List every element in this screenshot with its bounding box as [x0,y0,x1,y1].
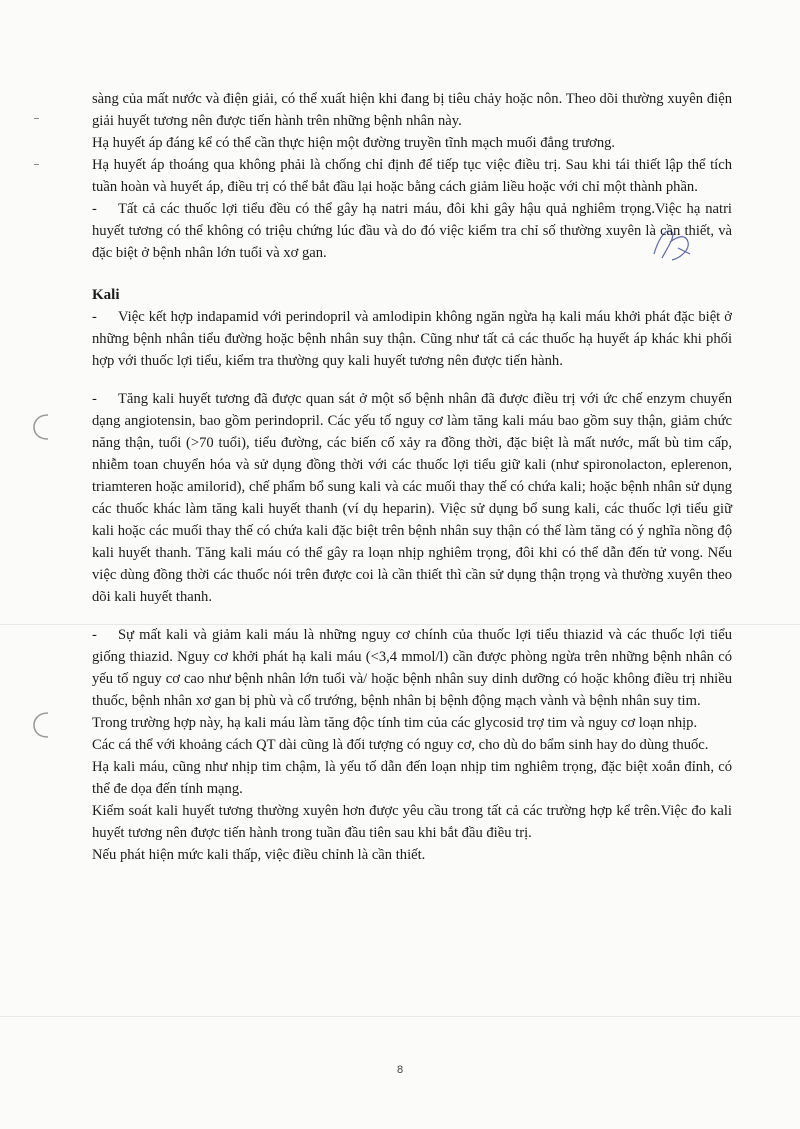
paragraph-electrolyte-monitoring: sàng của mất nước và điện giải, có thể xuất hiện khi đang bị tiêu chảy hoặc nôn. Theo dõi thường xuyên điện giải huyết tương nên được tiến hành trên những bệnh nhân này. [92,91,732,129]
paragraph-arrhythmia-risk: Hạ kali máu, cũng như nhịp tim chậm, là yếu tố dẫn đến loạn nhịp tim nghiêm trọng, đặc biệt xoắn đỉnh, có thể đe dọa đến tính mạng. [92,759,732,797]
punch-hole-mark [30,710,54,740]
bullet-marker: - [92,627,97,643]
bullet-hypokalemia-combination [92,306,732,372]
bullet-text: Việc kết hợp indapamid với perindopril và amlodipin không ngăn ngừa hạ kali máu khởi phát đặc biệt ở những bệnh nhân tiểu đường hoặc bệnh nhân suy thận. Cũng như tất cả các thuốc hạ huyết áp khác khi phối hợp với thuốc lợi tiểu, kiểm tra thường quy kali huyết tương nên được tiến hành. [92,309,732,369]
section-heading-kali: Kali [92,287,120,303]
bullet-text: Tất cả các thuốc lợi tiểu đều có thể gây hạ natri máu, đôi khi gây hậu quả nghiêm trọng.Việc hạ natri huyết tương có thể không có triệu chứng lúc đầu và do đó việc kiểm tra chỉ số thường xuyên là cần thiết, và đặc biệt ở bệnh nhân lớn tuổi và xơ gan. [92,201,732,261]
bullet-hyperkalemia [92,388,732,608]
bullet-marker: - [92,201,97,217]
scan-line [0,1016,800,1017]
page-number: 8 [396,1064,404,1076]
bullet-text: Sự mất kali và giảm kali máu là những nguy cơ chính của thuốc lợi tiểu thiazid và các thuốc lợi tiểu giống thiazid. Nguy cơ khởi phát hạ kali máu (<3,4 mmol/l) cần được phòng ngừa trên những bệnh nhân có yếu tố nguy cơ cao như bệnh nhân lớn tuổi và/ hoặc bệnh nhân suy dinh dưỡng có hoặc không điều trị nhiều thuốc, bệnh nhân xơ gan bị phù và cổ trướng, bệnh nhân bị bệnh động mạch vành và bệnh nhân suy tim. [92,627,732,709]
paragraph-cardiac-toxicity: Trong trường hợp này, hạ kali máu làm tăng độc tính tim của các glycosid trợ tim và nguy cơ loạn nhịp. [92,715,698,731]
paragraph-hypotension-infusion: Hạ huyết áp đáng kể có thể cần thực hiện một đường truyền tĩnh mạch muối đẳng trương. [92,135,616,151]
paragraph-potassium-monitoring: Kiểm soát kali huyết tương thường xuyên hơn được yêu cầu trong tất cả các trường hợp kể trên.Việc đo kali huyết tương nên được tiến hành trong tuần đầu tiên sau khi bắt đầu điều trị. [92,803,732,841]
bullet-marker: - [92,391,97,407]
paragraph-transient-hypotension: Hạ huyết áp thoáng qua không phải là chống chỉ định để tiếp tục việc điều trị. Sau khi tái thiết lập thể tích tuần hoàn và huyết áp, điều trị có thể bắt đầu lại hoặc bằng cách giảm liều hoặc với chỉ một thành phần. [92,157,732,195]
bullet-hyponatremia [92,198,732,264]
bullet-marker: - [92,309,97,325]
paragraph-correction: Nếu phát hiện mức kali thấp, việc điều chỉnh là cần thiết. [92,847,426,863]
paragraph-qt-interval: Các cá thể với khoảng cách QT dài cũng là đối tượng có nguy cơ, cho dù do bẩm sinh hay do dùng thuốc. [92,737,709,753]
bullet-text: Tăng kali huyết tương đã được quan sát ở một số bệnh nhân đã được điều trị với ức chế enzym chuyển dạng angiotensin, bao gồm perindopril. Các yếu tố nguy cơ làm tăng kali máu bao gồm suy thận, giảm chức năng thận, tuổi (>70 tuổi), tiểu đường, các biến cố xảy ra đồng thời, đặc biệt là mất nước, mất bù tim cấp, nhiễm toan chuyển hóa và sử dụng đồng thời với các thuốc lợi tiểu giữ kali (như spironolacton, eplerenon, triamteren hoặc amilorid), chế phẩm bổ sung kali và các muối thay thế có chứa kali; hoặc bệnh nhân sử dụng các thuốc khác làm tăng kali huyết thanh (ví dụ heparin). Việc sử dụng bổ sung kali, các thuốc lợi tiểu giữ kali hoặc các muối thay thế có chứa kali đặc biệt trên bệnh nhân suy thận có thể làm tăng có ý nghĩa nồng độ kali huyết thanh. Tăng kali máu có thể gây ra loạn nhịp nghiêm trọng, đôi khi có thể dẫn đến tử vong. Nếu việc dùng đồng thời các thuốc nói trên được coi là cần thiết thì cần sử dụng thận trọng và thường xuyên theo dõi kali huyết thanh. [92,391,732,605]
punch-hole-mark [30,412,54,442]
document-body [92,88,732,866]
bullet-potassium-loss [92,624,732,712]
margin-tick [34,164,39,165]
margin-tick [34,118,39,119]
